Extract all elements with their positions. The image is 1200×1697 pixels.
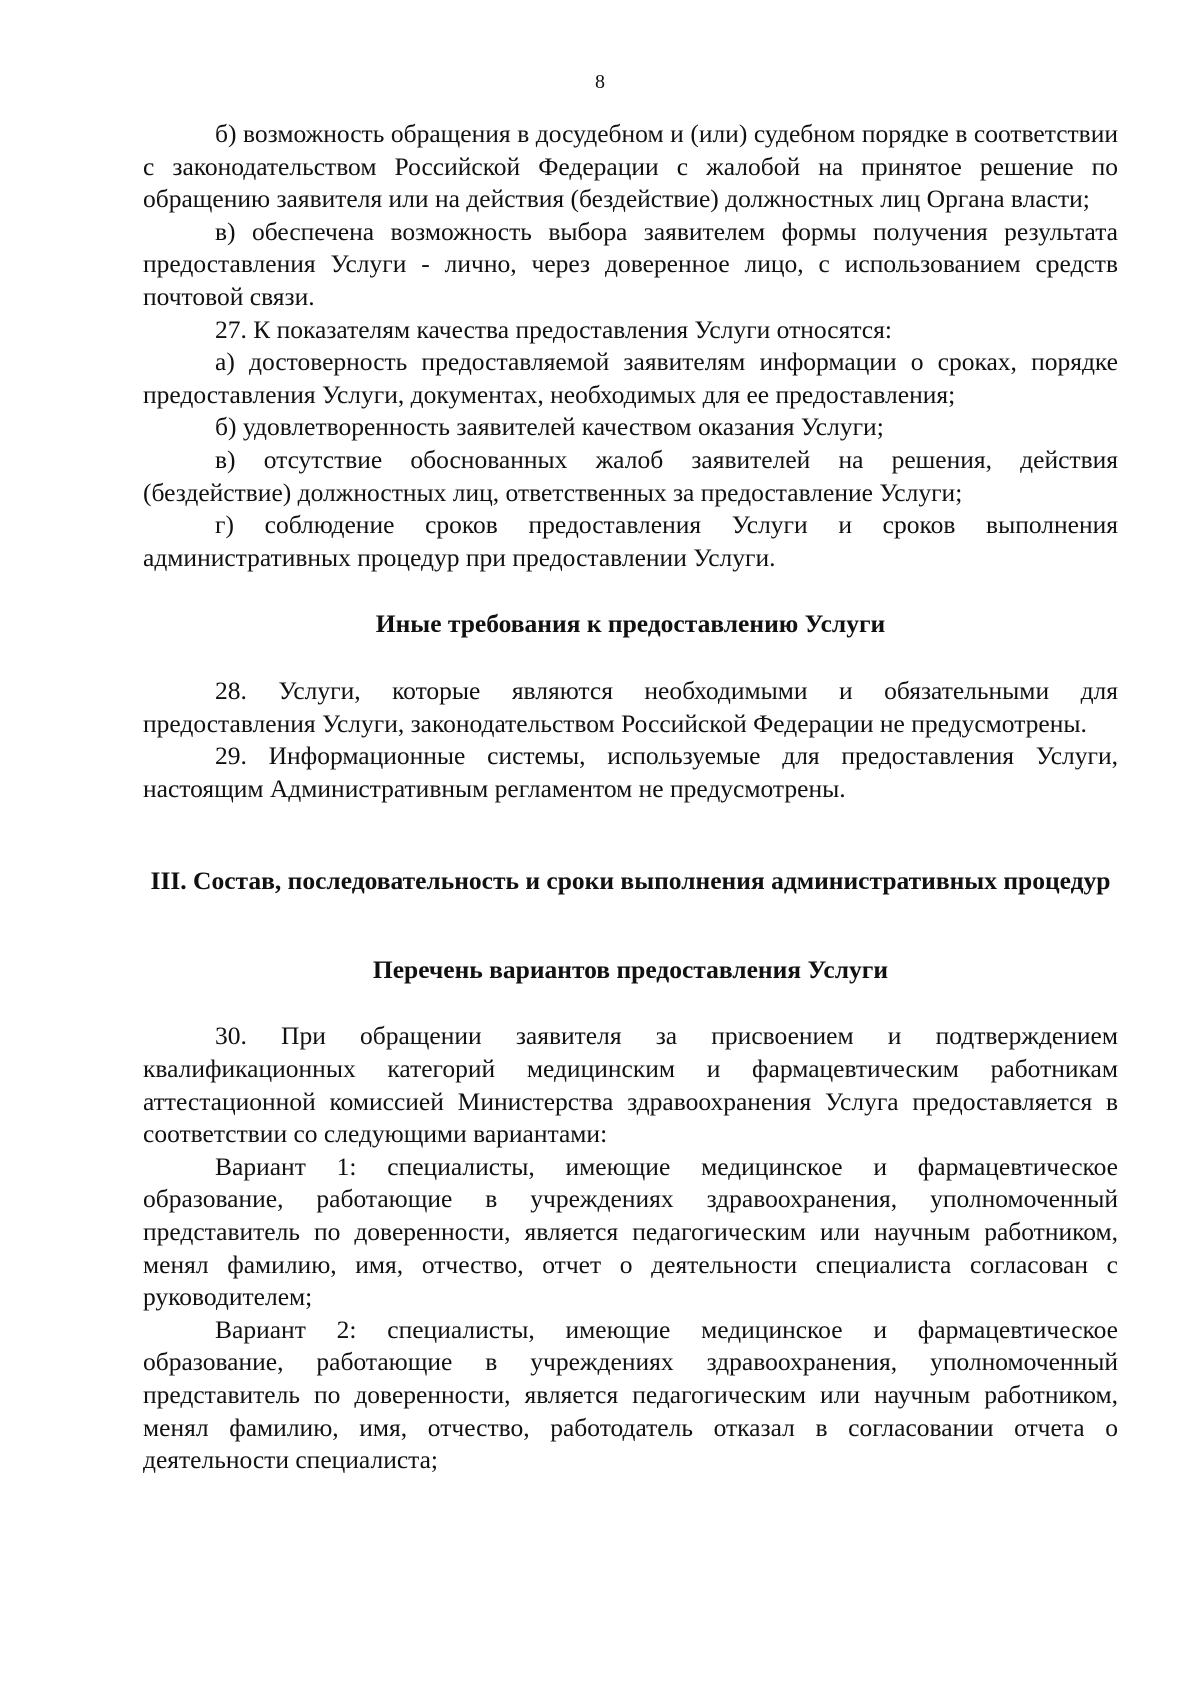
paragraph-v-result-form: в) обеспечена возможность выбора заявителем формы получения результата предоставления Услуги - лично, через доверенное лицо, с использованием средств почтовой связи. [143,216,1118,311]
heading-section-3: III. Состав, последовательность и сроки выполнения административных процедур [150,866,1111,896]
page-number: 8 [595,71,605,93]
paragraph-a-reliability: а) достоверность предоставляемой заявителям информации о сроках, порядке предоставления Услуги, документах, необходимых для ее предоставления; [143,347,1118,409]
paragraph-variant-1: Вариант 1: специалисты, имеющие медицинское и фармацевтическое образование, работающие в учреждениях здравоохранения, уполномоченный представитель по доверенности, является педагогическим или научным работником, менял фамилию, имя, отчество, отчет о деятельности специалиста согласован с руководителем; [143,1151,1118,1312]
paragraph-variant-2: Вариант 2: специалисты, имеющие медицинское и фармацевтическое образование, работающие в учреждениях здравоохранения, уполномоченный представитель по доверенности, является педагогическим или научным работником, менял фамилию, имя, отчество, работодатель отказал в согласовании отчета о деятельности специалиста; [143,1314,1118,1475]
paragraph-29-information-systems: 29. Информационные системы, используемые для предоставления Услуги, настоящим Административным регламентом не предусмотрены. [143,741,1118,803]
paragraph-b-satisfaction: б) удовлетворенность заявителей качеством оказания Услуги; [215,412,884,442]
paragraph-28-required-services: 28. Услуги, которые являются необходимыми и обязательными для предоставления Услуги, законодательством Российской Федерации не предусмотрены. [143,675,1118,738]
heading-other-requirements: Иные требования к предоставлению Услуги [375,609,886,639]
document-body [143,118,1118,1477]
paragraph-b-appeal: б) возможность обращения в досудебном и (или) судебном порядке в соответствии с законодательством Российской Федерации с жалобой на принятое решение по обращению заявителя или на действия (бездействие) должностных лиц Органа власти; [143,119,1118,214]
paragraph-27-quality-indicators: 27. К показателям качества предоставления Услуги относятся: [215,314,892,344]
paragraph-g-deadlines: г) соблюдение сроков предоставления Услуги и сроков выполнения административных процедур при предоставлении Услуги. [143,510,1118,572]
paragraph-v-no-complaints: в) отсутствие обоснованных жалоб заявителей на решения, действия (бездействие) должностных лиц, ответственных за предоставление Услуги; [143,444,1118,507]
paragraph-30-variants-intro: 30. При обращении заявителя за присвоением и подтверждением квалификационных категорий медицинским и фармацевтическим работникам аттестационной комиссией Министерства здравоохранения Услуга предоставляется в соответствии со следующими вариантами: [143,1021,1118,1149]
heading-variants-list: Перечень вариантов предоставления Услуги [372,954,889,984]
